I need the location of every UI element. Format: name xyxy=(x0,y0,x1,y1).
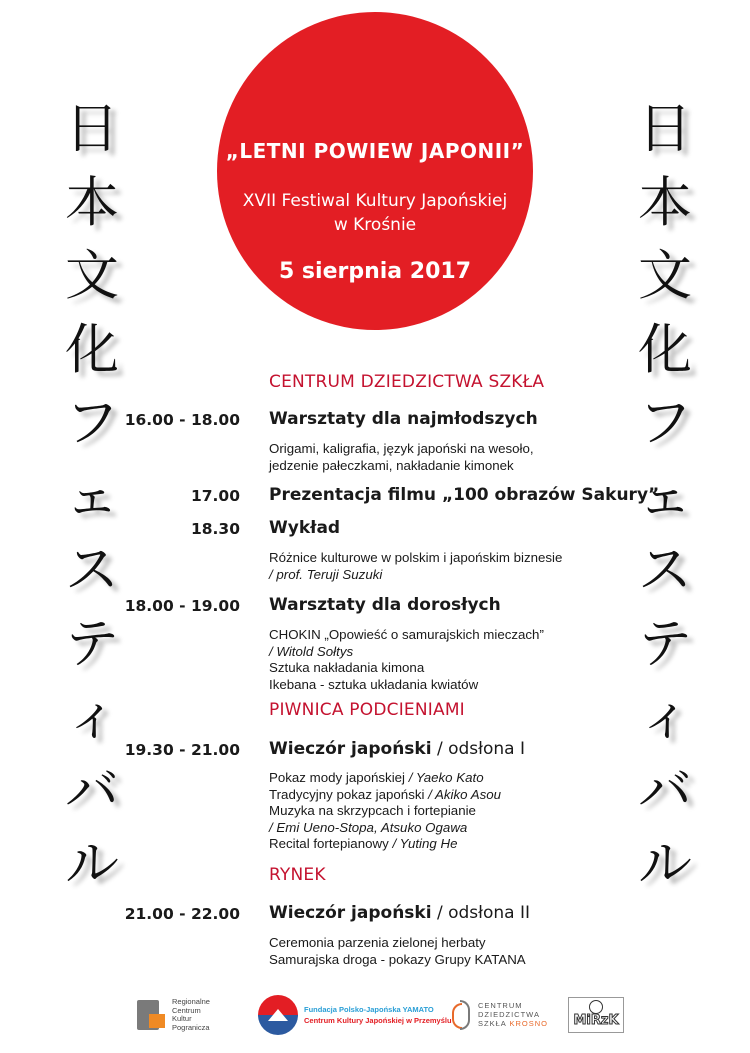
detail-line: Ceremonia parzenia zielonej herbaty xyxy=(269,935,486,950)
festival-slogan: „LETNI POWIEW JAPONII” xyxy=(225,139,525,163)
event-details xyxy=(269,770,501,853)
detail-line: jedzenie pałeczkami, nakładanie kimonek xyxy=(269,457,514,473)
event-details xyxy=(269,935,526,968)
detail-line: Ikebana - sztuka układania kwiatów xyxy=(269,676,479,692)
kanji-char: ェ xyxy=(638,464,692,528)
festival-name xyxy=(217,189,533,237)
speaker-name: / Yaeko Kato xyxy=(408,770,484,785)
detail-line xyxy=(269,820,501,837)
event-title xyxy=(269,903,530,923)
event-title-main: Wieczór japoński xyxy=(269,739,432,759)
kanji-char: ス xyxy=(65,538,119,601)
kanji-char: フ xyxy=(638,391,692,454)
detail-line: CHOKIN „Opowieść o samurajskich mieczach” xyxy=(269,627,544,642)
mount-fuji-icon xyxy=(258,995,298,1035)
venue-heading: PIWNICA PODCIENIAMI xyxy=(269,700,465,720)
kanji-char: 本 xyxy=(638,170,692,234)
kanji-char: ェ xyxy=(65,464,119,528)
speaker-name: / Witold Sołtys xyxy=(269,643,354,659)
event-time: 19.30 - 21.00 xyxy=(124,741,240,759)
event-title-part: / odsłona II xyxy=(431,903,531,923)
festival-name-line1: XVII Festiwal Kultury Japońskiej xyxy=(242,191,508,211)
kanji-char: テ xyxy=(638,611,692,675)
detail-line: Muzyka na skrzypcach i fortepianie xyxy=(269,803,476,818)
event-title-part: / odsłona I xyxy=(431,739,525,759)
kanji-char: ル xyxy=(638,832,692,895)
event-details xyxy=(269,441,534,474)
mirzk-logo-icon: MiRzK xyxy=(568,997,624,1033)
kanji-column-left xyxy=(47,92,137,901)
kanji-char: 日 xyxy=(638,97,692,160)
event-time: 17.00 xyxy=(190,487,240,505)
event-details xyxy=(269,550,562,583)
kanji-char: ル xyxy=(65,832,119,895)
kanji-char: 化 xyxy=(638,317,692,381)
speaker-name: / Akiko Asou xyxy=(428,786,502,802)
festival-date: 5 sierpnia 2017 xyxy=(278,259,472,284)
event-title: Wykład xyxy=(269,518,341,538)
kanji-char: 文 xyxy=(638,244,692,307)
rckp-logo-icon xyxy=(137,1000,167,1030)
detail-line xyxy=(269,644,544,661)
sponsor-logos xyxy=(0,995,750,1045)
detail-line: Tradycyjny pokaz japoński / Akiko Asou xyxy=(269,786,502,802)
kanji-char: 本 xyxy=(65,170,119,234)
detail-line: Pokaz mody japońskiej / Yaeko Kato xyxy=(269,770,484,785)
event-details xyxy=(269,627,544,693)
detail-line xyxy=(269,567,562,584)
detail-line: Różnice kulturowe w polskim i japońskim biznesie xyxy=(269,550,563,565)
kanji-char: 化 xyxy=(65,317,119,381)
speaker-name: / Yuting He xyxy=(392,836,458,851)
kanji-char: 日 xyxy=(65,97,119,160)
event-time: 18.30 xyxy=(190,520,240,538)
speaker-name: / Emi Ueno-Stopa, Atsuko Ogawa xyxy=(269,819,468,835)
event-time: 16.00 - 18.00 xyxy=(124,411,240,429)
kanji-char: バ xyxy=(65,758,119,822)
event-title xyxy=(269,739,525,759)
kanji-char: ィ xyxy=(65,685,119,748)
detail-line: Recital fortepianowy / Yuting He xyxy=(269,836,458,851)
speaker-name: / prof. Teruji Suzuki xyxy=(269,566,383,582)
logo-rckp: Regionalne Centrum Kultur Pogranicza xyxy=(137,998,210,1032)
event-time: 18.00 - 19.00 xyxy=(124,597,240,615)
detail-line: Origami, kaligrafia, język japoński na wesoło, xyxy=(269,441,534,456)
venue-heading: CENTRUM DZIEDZICTWA SZKŁA xyxy=(269,372,545,392)
event-title: Prezentacja filmu „100 obrazów Sakury” xyxy=(269,485,660,505)
kanji-char: バ xyxy=(638,758,692,822)
kanji-char: テ xyxy=(65,611,119,675)
glass-heritage-icon xyxy=(452,1000,472,1028)
kanji-char: 文 xyxy=(65,244,119,307)
venue-heading: RYNEK xyxy=(269,865,326,885)
detail-line: Sztuka nakładania kimona xyxy=(269,660,425,675)
festival-name-line2: w Krośnie xyxy=(333,215,417,235)
logo-centrum-dziedzictwa-szkla: CENTRUM DZIEDZICTWA SZKŁA KROSNO xyxy=(452,1000,548,1028)
event-title: Warsztaty dla najmłodszych xyxy=(269,409,538,429)
kanji-char: ス xyxy=(638,538,692,601)
logo-yamato: Fundacja Polsko-Japońska YAMATO Centrum Kultury Japońskiej w Przemyślu xyxy=(258,995,452,1035)
event-title: Warsztaty dla dorosłych xyxy=(269,595,501,615)
event-time: 21.00 - 22.00 xyxy=(124,905,240,923)
event-title-main: Wieczór japoński xyxy=(269,903,432,923)
kanji-char: フ xyxy=(65,391,119,454)
detail-line: Samurajska droga - pokazy Grupy KATANA xyxy=(269,951,526,967)
kanji-char: ィ xyxy=(638,685,692,748)
logo-mirzk xyxy=(568,997,624,1033)
rising-sun-header xyxy=(217,12,533,330)
